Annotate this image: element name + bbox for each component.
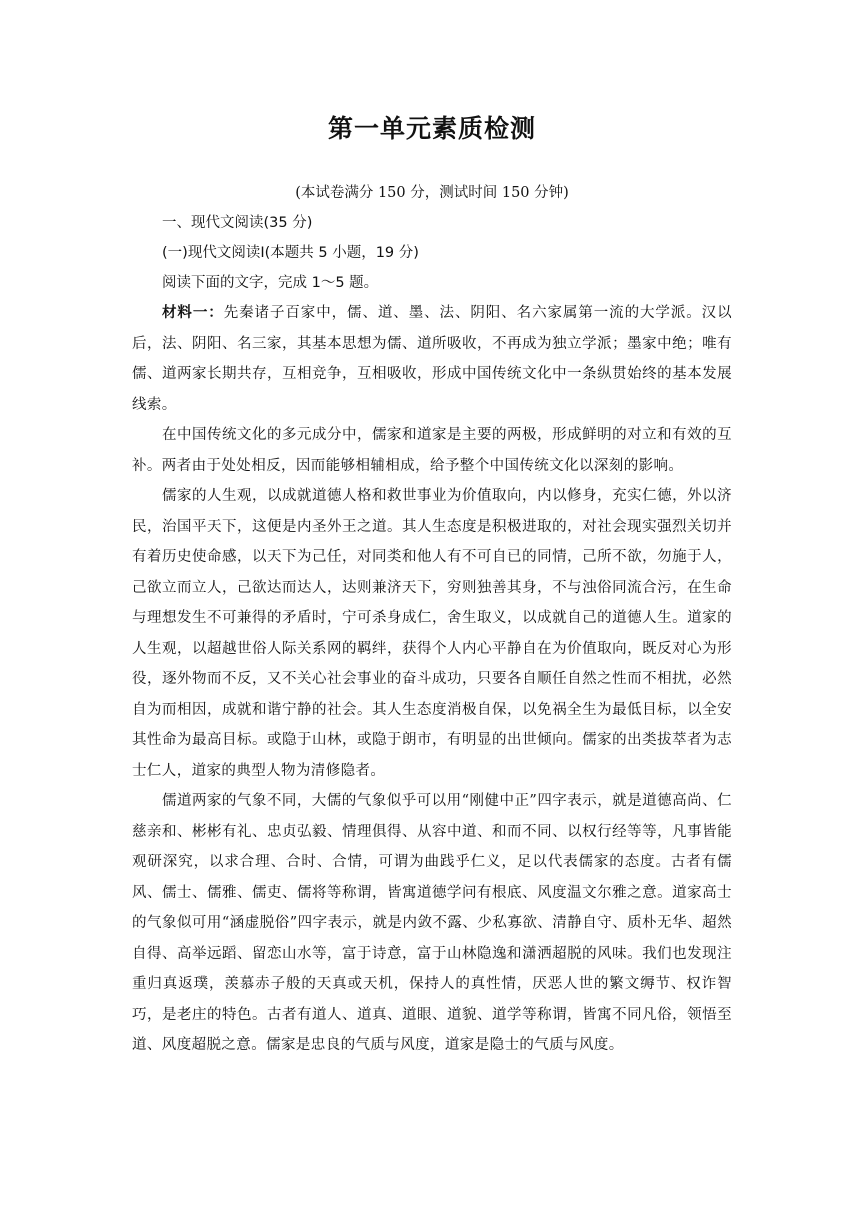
paragraph-3: 儒家的人生观，以成就道德人格和救世事业为价值取向，内以修身，充实仁德，外以济民，治国平天下，这便是内圣外王之道。其人生态度是积极进取的，对社会现实强烈关切并有着历史使命感，以天下为己任，对同类和他人有不可自已的同情，己所不欲，勿施于人，己欲立而立人，己欲达而达人，达则兼济天下，穷则独善其身，不与浊俗同流合污，在生命与理想发生不可兼得的矛盾时，宁可杀身成仁，舍生取义，以成就自己的道德人生。道家的人生观，以超越世俗人际关系网的羁绊，获得个人内心平静自在为价值取向，既反对心为形役，逐外物而不反，又不关心社会事业的奋斗成功，只要各自顺任自然之性而不相扰，必然自为而相因，成就和谐宁静的社会。其人生态度消极自保，以免祸全生为最低目标，以全安其性命为最高目标。或隐于山林，或隐于朗市，有明显的出世倾向。儒家的出类拔萃者为志士仁人，道家的典型人物为清修隐者。 — [132, 488, 732, 779]
subsection-heading: (一)现代文阅读Ⅰ(本题共 5 小题，19 分) — [162, 245, 419, 261]
paragraph-1-text: 先秦诸子百家中，儒、道、墨、法、阴阳、名六家属第一流的大学派。汉以后，法、阴阳、名三家，其基本思想为儒、道所吸收，不再成为独立学派；墨家中绝；唯有儒、道两家长期共存，互相竞争，互相吸收，形成中国传统文化中一条纵贯始终的基本发展线索。 — [132, 305, 732, 413]
paragraph-4: 儒道两家的气象不同，大儒的气象似乎可以用“刚健中正”四字表示，就是道德高尚、仁慈亲和、彬彬有礼、忠贞弘毅、情理俱得、从容中道、和而不同、以权行经等等，凡事皆能观研深究，以求合理、合时、合情，可谓为曲践乎仁义，足以代表儒家的态度。古者有儒风、儒士、儒雅、儒吏、儒将等称谓，皆寓道德学问有根底、风度温文尔雅之意。道家高士的气象似可用“涵虚脱俗”四字表示，就是内敛不露、少私寡欲、清静自守、质朴无华、超然自得、高举远蹈、留恋山水等，富于诗意，富于山林隐逸和潇洒超脱的风味。我们也发现注重归真返璞，羡慕赤子般的天真或天机，保持人的真性情，厌恶人世的繁文缛节、权诈智巧，是老庄的特色。古者有道人、道真、道眼、道貌、道学等称谓，皆寓不同凡俗，领悟至道、风度超脱之意。儒家是忠良的气质与风度，道家是隐士的气质与风度。 — [132, 793, 732, 1053]
page-title: 第一单元素质检测 — [327, 114, 536, 143]
paragraph-2: 在中国传统文化的多元成分中，儒家和道家是主要的两极，形成鲜明的对立和有效的互补。两者由于处处相反，因而能够相辅相成，给予整个中国传统文化以深刻的影响。 — [132, 427, 732, 474]
paragraph-1 — [132, 298, 732, 420]
section-heading: 一、现代文阅读(35 分) — [162, 215, 313, 231]
material-label: 材料一： — [162, 305, 224, 321]
reading-instruction: 阅读下面的文字，完成 1～5 题。 — [162, 275, 379, 291]
exam-note: (本试卷满分 150 分，测试时间 150 分钟) — [295, 185, 569, 201]
